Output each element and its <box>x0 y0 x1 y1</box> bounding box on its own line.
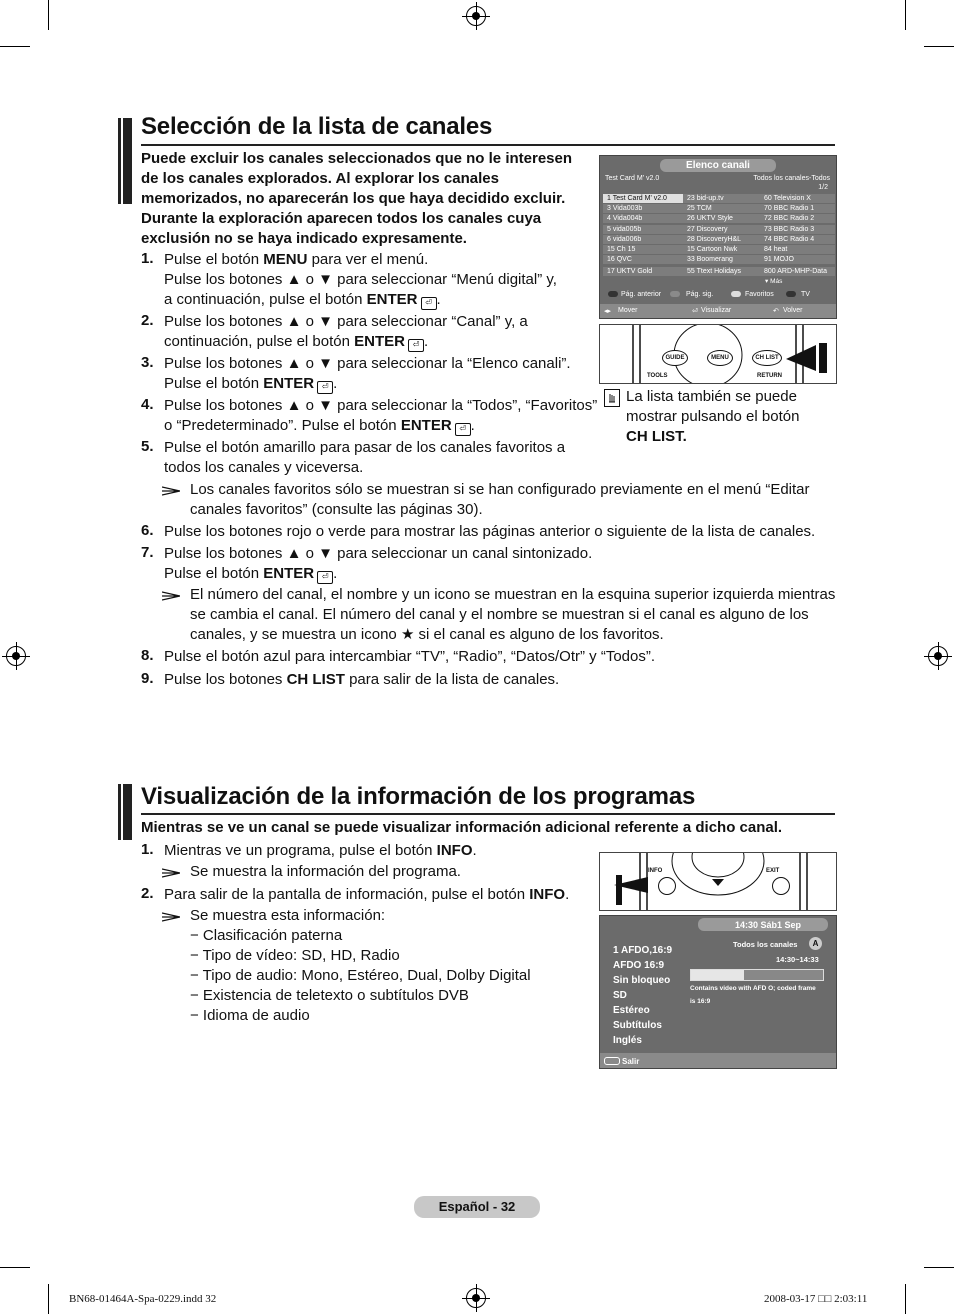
program-info-list <box>613 943 672 1048</box>
crop-mark <box>0 1267 30 1268</box>
channel-item[interactable]: 33 Boomerang <box>683 255 761 264</box>
info-line: 1 AFDO,16:9 <box>613 945 673 956</box>
title-rule <box>141 144 835 146</box>
note-info-list: Se muestra esta información: <box>190 907 386 924</box>
section-title: Visualización de la información de los programas <box>141 783 696 810</box>
program-info-screen: 14:30 Sáb1 Sep 1 AFDO,16:9 AFDO 16:9 Sin bloqueo SD Estéreo Subtítulos Inglés Todos los canales A 14:30~14:33 Contains video with AFD O; coded frame is 16:9 Salir <box>599 915 837 1069</box>
note-arrow-icon <box>162 483 180 493</box>
crop-mark <box>0 46 30 47</box>
step-9: Pulse los botones CH LIST para salir de la lista de canales. <box>164 671 560 688</box>
channel-item[interactable]: 73 BBC Radio 3 <box>760 225 835 234</box>
info-line: SD <box>613 990 627 1001</box>
crop-mark <box>924 46 954 47</box>
intro-text: Puede excluir los canales seleccionados que no le interesen de los canales explorados. Al explorar los canales memorizados, no aparecerán los que haya decidido excluir. Durante la exploración aparecen todos los canales cuya exclusión no se haya indicado expresamente. <box>141 150 573 247</box>
note-arrow-icon <box>162 909 180 919</box>
channel-item[interactable]: 4 Vida004b <box>603 214 685 223</box>
yellow-button-icon <box>731 291 741 297</box>
note-arrow-icon <box>162 588 180 598</box>
crop-mark <box>905 1284 906 1314</box>
menu-button[interactable]: MENU <box>707 350 733 366</box>
note-info-shown: Se muestra la información del programa. <box>190 863 461 880</box>
channel-list-screen: Elenco canali Test Card M' v2.0 Todos los canales-Todos 1/2 1 Test Card M' v2.0 3 Vida003b 4 Vida004b 5 vida005b 6 vida006b 15 Ch 15 16 QVC 17 UKTV Gold 23 bid-up.tv 25 TCM 26 UKTV Style 27 Discovery 28 DiscoveryH&L 15 Cartoon Nwk 33 Boomerang 55 Ttext Holidays 60 Television X 70 BBC Radio 1 72 BBC Radio 2 73 BBC Radio 3 74 BBC Radio 4 84 heat 91 MOJO 800 ARD-MHP-Data ▾ Más Pág. anterior Pág. sig. Favoritos TV ◂▸ Mover ⏎ Visualizar ↶ Volver <box>599 155 837 319</box>
tip-text: La lista también se puede mostrar pulsando el botón CH LIST. <box>626 388 800 445</box>
step-2: Para salir de la pantalla de información, pulse el botón INFO. <box>164 886 570 903</box>
osd-legend: Pág. anterior Pág. sig. Favoritos TV <box>600 288 836 302</box>
channel-item[interactable]: 27 Discovery <box>683 225 761 234</box>
registration-mark-icon <box>466 6 486 26</box>
title-rule <box>141 813 835 815</box>
channel-item[interactable]: 91 MOJO <box>760 255 835 264</box>
program-progress-bar <box>690 969 824 981</box>
section-marker <box>118 784 132 840</box>
hand-tip-icon <box>604 389 620 407</box>
step-5: Pulse el botón amarillo para pasar de los canales favoritos a todos los canales y viceversa. <box>164 439 566 476</box>
enter-icon: ⏎ <box>421 297 437 310</box>
move-icon: ◂▸ <box>604 308 612 315</box>
channel-item[interactable]: 25 TCM <box>683 204 761 213</box>
info-line: Inglés <box>613 1035 642 1046</box>
step-8: Pulse el botón azul para intercambiar “TV”, “Radio”, “Datos/Otr” y “Todos”. <box>164 648 656 665</box>
guide-button[interactable]: GUIDE <box>662 350 688 366</box>
channel-item[interactable]: 70 BBC Radio 1 <box>760 204 835 213</box>
channel-item[interactable]: 17 UKTV Gold <box>603 267 685 276</box>
step-4: Pulse los botones ▲ o ▼ para seleccionar la “Todos”, “Favoritos” o “Predeterminado”. Pulse el botón ENTER ⏎ . <box>164 397 598 434</box>
red-button-icon <box>608 291 618 297</box>
info-line: Subtítulos <box>613 1020 662 1031</box>
enter-icon: ⏎ <box>455 423 471 436</box>
channel-item[interactable]: 1 Test Card M' v2.0 <box>603 194 685 203</box>
channel-item[interactable]: 23 bid-up.tv <box>683 194 761 203</box>
info-button[interactable] <box>658 877 676 895</box>
ch-list-button[interactable]: CH LIST <box>752 350 782 366</box>
channel-item[interactable]: 28 DiscoveryH&L <box>683 235 761 244</box>
exit-key-icon <box>604 1057 620 1065</box>
slug-date: 2008-03-17 □□ 2:03:11 <box>764 1293 868 1305</box>
step-7: Pulse los botones ▲ o ▼ para seleccionar un canal sintonizado. Pulse el botón ENTER ⏎ . <box>164 545 593 582</box>
channel-item[interactable]: 55 Ttext Holidays <box>683 267 761 276</box>
crop-mark <box>48 0 49 30</box>
exit-button[interactable] <box>772 877 790 895</box>
remote-control-illustration: GUIDE MENU CH LIST TOOLS RETURN <box>599 324 837 384</box>
channel-item[interactable]: 3 Vida003b <box>603 204 685 213</box>
section-marker <box>118 118 132 204</box>
note-arrow-icon <box>162 865 180 875</box>
note-channel-display: El número del canal, el nombre y un icono se muestran en la esquina superior izquierda mientras se cambia el canal. El número del canal y el nombre se muestran si el canal es alguno de los canales, y se muestra un icono ★ si el canal es alguno de los favoritos. <box>190 586 836 643</box>
step-1: Mientras ve un programa, pulse el botón INFO. <box>164 842 477 859</box>
return-icon: ↶ <box>773 308 779 315</box>
step-6: Pulse los botones rojo o verde para mostrar las páginas anterior o siguiente de la lista de canales. <box>164 523 816 540</box>
registration-mark-icon <box>466 1288 486 1308</box>
audio-badge: A <box>809 937 822 950</box>
channel-item[interactable]: 16 QVC <box>603 255 685 264</box>
info-line: Sin bloqueo <box>613 975 671 986</box>
info-line: Estéreo <box>613 1005 650 1016</box>
enter-icon: ⏎ <box>317 571 333 584</box>
channel-item[interactable]: 800 ARD-MHP-Data <box>760 267 835 276</box>
section-title: Selección de la lista de canales <box>141 113 493 140</box>
channel-item[interactable]: 15 Cartoon Nwk <box>683 245 761 254</box>
slug-file: BN68-01464A-Spa-0229.indd 32 <box>69 1293 217 1305</box>
step-1: Pulse el botón MENU para ver el menú. Pulse los botones ▲ o ▼ para seleccionar “Menú digital” y, a continuación, pulse el botón ENTER ⏎ . <box>164 251 557 308</box>
enter-icon: ⏎ <box>317 381 333 394</box>
channel-item[interactable]: 6 vida006b <box>603 235 685 244</box>
info-line: AFDO 16:9 <box>613 960 665 971</box>
note-favorites: Los canales favoritos sólo se muestran si se han configurado previamente en el menú “Editar canales favoritos” (consulte las páginas 30). <box>190 481 810 518</box>
osd-nav-bar: ◂▸ Mover ⏎ Visualizar ↶ Volver <box>600 304 836 318</box>
osd-exit-bar: Salir <box>600 1053 836 1068</box>
crop-mark <box>924 1267 954 1268</box>
registration-mark-icon <box>6 646 26 666</box>
channel-item[interactable]: 74 BBC Radio 4 <box>760 235 835 244</box>
channel-item[interactable]: 5 vida005b <box>603 225 685 234</box>
registration-mark-icon <box>928 646 948 666</box>
green-button-icon <box>670 291 680 297</box>
channel-item[interactable]: 60 Television X <box>760 194 835 203</box>
enter-icon: ⏎ <box>692 308 698 315</box>
intro-text: Mientras se ve un canal se puede visualizar información adicional referente a dicho canal. <box>141 819 783 836</box>
step-3: Pulse los botones ▲ o ▼ para seleccionar la “Elenco canali”. Pulse el botón ENTER ⏎ . <box>164 355 571 392</box>
crop-mark <box>48 1284 49 1314</box>
program-progress-fill <box>691 970 744 980</box>
blue-button-icon <box>786 291 796 297</box>
enter-icon: ⏎ <box>408 339 424 352</box>
info-bullets: − Clasificación paterna − Tipo de vídeo: SD, HD, Radio − Tipo de audio: Mono, Estéreo, Dual, Dolby Digital − Existencia de teletexto o subtítulos DVB − Idioma de audio <box>190 927 531 1024</box>
page-number: Español - 32 <box>414 1196 540 1218</box>
channel-item[interactable]: 72 BBC Radio 2 <box>760 214 835 223</box>
channel-item[interactable]: 84 heat <box>760 245 835 254</box>
step-2: Pulse los botones ▲ o ▼ para seleccionar “Canal” y, a continuación, pulse el botón ENTER ⏎ . <box>164 313 528 350</box>
channel-item[interactable]: 15 Ch 15 <box>603 245 685 254</box>
remote-control-illustration: INFO EXIT <box>599 852 837 911</box>
channel-item[interactable]: 26 UKTV Style <box>683 214 761 223</box>
crop-mark <box>905 0 906 30</box>
